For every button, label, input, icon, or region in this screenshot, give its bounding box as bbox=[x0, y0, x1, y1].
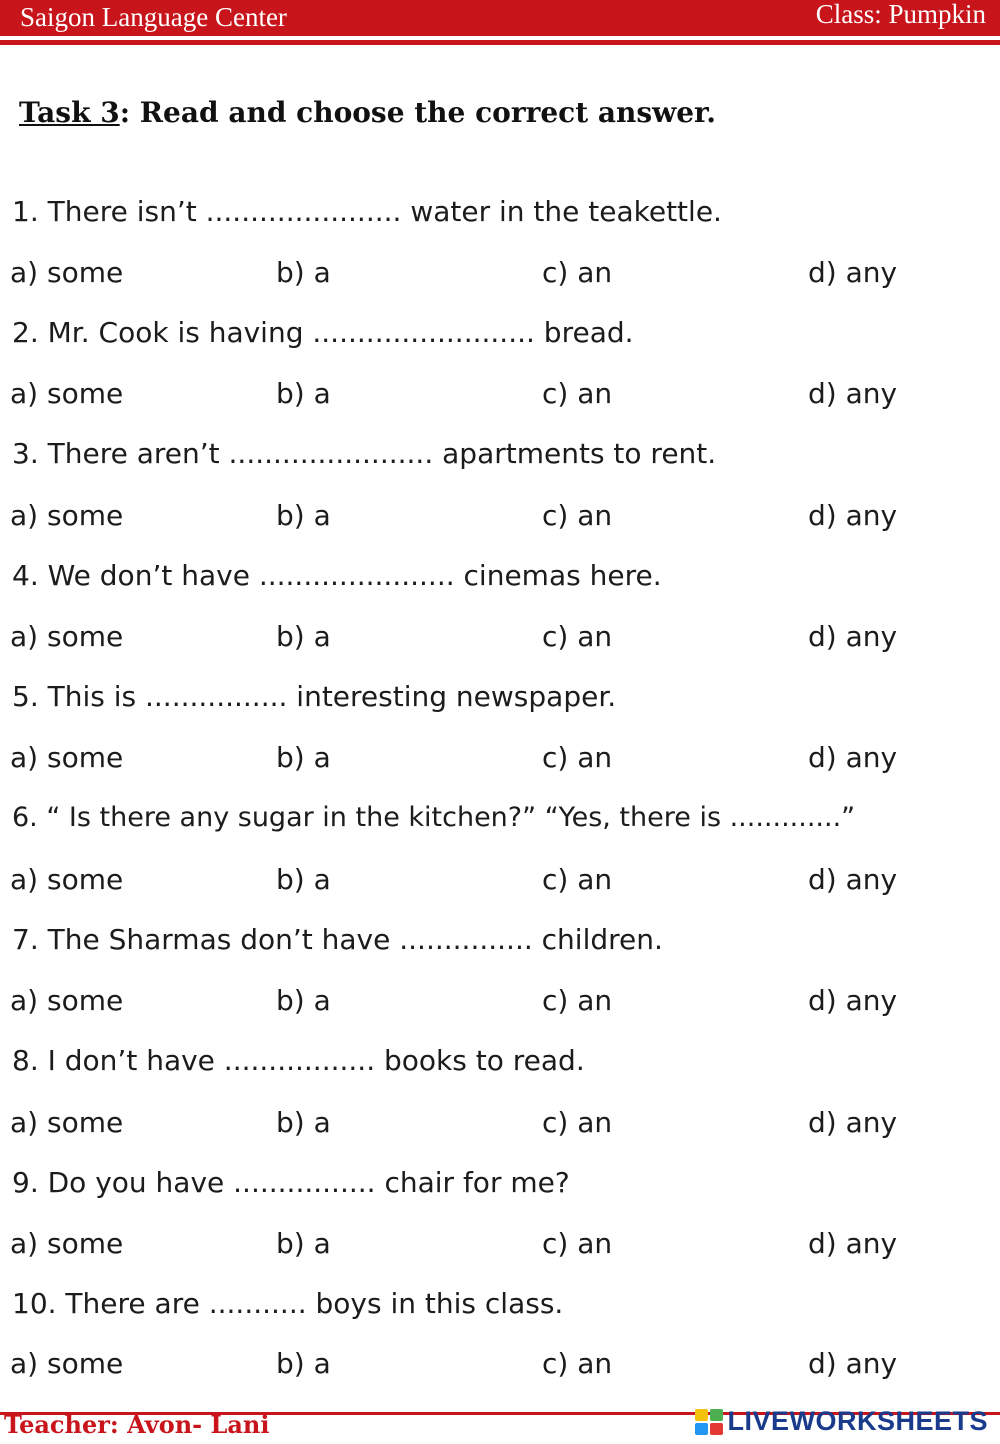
question-2: 2. Mr. Cook is having ......................... bread. bbox=[12, 316, 634, 349]
option-b[interactable]: b) a bbox=[276, 863, 331, 896]
option-a[interactable]: a) some bbox=[10, 1347, 124, 1380]
option-c[interactable]: c) an bbox=[542, 1227, 613, 1260]
liveworksheets-brand[interactable] bbox=[695, 1406, 988, 1437]
teacher-name: Teacher: Avon- Lani bbox=[4, 1410, 270, 1439]
option-d[interactable]: d) any bbox=[808, 863, 898, 896]
option-b[interactable]: b) a bbox=[276, 377, 331, 410]
option-c[interactable]: c) an bbox=[542, 741, 613, 774]
option-a[interactable]: a) some bbox=[10, 984, 124, 1017]
option-c[interactable]: c) an bbox=[542, 984, 613, 1017]
option-b[interactable]: b) a bbox=[276, 1227, 331, 1260]
option-b[interactable]: b) a bbox=[276, 1347, 331, 1380]
option-a[interactable]: a) some bbox=[10, 1227, 124, 1260]
class-name: Class: Pumpkin bbox=[815, 0, 986, 29]
question-9-options bbox=[0, 1227, 1000, 1263]
option-c[interactable]: c) an bbox=[542, 620, 613, 653]
question-5-options bbox=[0, 741, 1000, 777]
task-heading bbox=[19, 96, 716, 129]
option-a[interactable]: a) some bbox=[10, 256, 124, 289]
question-2-options bbox=[0, 377, 1000, 413]
option-d[interactable]: d) any bbox=[808, 256, 898, 289]
option-b[interactable]: b) a bbox=[276, 499, 331, 532]
header-bar bbox=[0, 0, 1000, 36]
question-4: 4. We don’t have ...................... cinemas here. bbox=[12, 559, 662, 592]
option-b[interactable]: b) a bbox=[276, 1106, 331, 1139]
option-d[interactable]: d) any bbox=[808, 499, 898, 532]
option-d[interactable]: d) any bbox=[808, 620, 898, 653]
option-c[interactable]: c) an bbox=[542, 377, 613, 410]
question-3: 3. There aren’t ....................... apartments to rent. bbox=[12, 437, 717, 470]
question-10-options bbox=[0, 1347, 1000, 1383]
question-5: 5. This is ................ interesting newspaper. bbox=[12, 680, 617, 713]
option-d[interactable]: d) any bbox=[808, 741, 898, 774]
question-9: 9. Do you have ................ chair for me? bbox=[12, 1166, 570, 1199]
question-8: 8. I don’t have ................. books to read. bbox=[12, 1044, 585, 1077]
option-a[interactable]: a) some bbox=[10, 377, 124, 410]
option-d[interactable]: d) any bbox=[808, 377, 898, 410]
option-a[interactable]: a) some bbox=[10, 863, 124, 896]
brand-name: LIVEWORKSHEETS bbox=[727, 1406, 988, 1436]
question-1-options bbox=[0, 256, 1000, 292]
option-d[interactable]: d) any bbox=[808, 1347, 898, 1380]
liveworksheets-logo-icon bbox=[695, 1409, 723, 1435]
question-3-options bbox=[0, 499, 1000, 535]
option-c[interactable]: c) an bbox=[542, 863, 613, 896]
school-name: Saigon Language Center bbox=[20, 2, 287, 32]
option-c[interactable]: c) an bbox=[542, 256, 613, 289]
question-10: 10. There are ........... boys in this class. bbox=[12, 1287, 564, 1320]
option-b[interactable]: b) a bbox=[276, 984, 331, 1017]
question-1: 1. There isn’t ...................... water in the teakettle. bbox=[12, 195, 722, 228]
option-a[interactable]: a) some bbox=[10, 1106, 124, 1139]
question-8-options bbox=[0, 1106, 1000, 1142]
option-b[interactable]: b) a bbox=[276, 256, 331, 289]
option-a[interactable]: a) some bbox=[10, 499, 124, 532]
task-instruction: : Read and choose the correct answer. bbox=[119, 96, 716, 129]
option-c[interactable]: c) an bbox=[542, 499, 613, 532]
question-7-options bbox=[0, 984, 1000, 1020]
question-6-options bbox=[0, 863, 1000, 899]
header-divider bbox=[0, 40, 1000, 45]
question-7: 7. The Sharmas don’t have ............... children. bbox=[12, 923, 663, 956]
option-d[interactable]: d) any bbox=[808, 1227, 898, 1260]
option-b[interactable]: b) a bbox=[276, 620, 331, 653]
option-c[interactable]: c) an bbox=[542, 1347, 613, 1380]
question-4-options bbox=[0, 620, 1000, 656]
option-a[interactable]: a) some bbox=[10, 741, 124, 774]
task-label: Task 3 bbox=[19, 96, 120, 129]
option-a[interactable]: a) some bbox=[10, 620, 124, 653]
question-6: 6. “ Is there any sugar in the kitchen?” “Yes, there is .............” bbox=[12, 802, 856, 833]
option-c[interactable]: c) an bbox=[542, 1106, 613, 1139]
option-d[interactable]: d) any bbox=[808, 1106, 898, 1139]
option-d[interactable]: d) any bbox=[808, 984, 898, 1017]
option-b[interactable]: b) a bbox=[276, 741, 331, 774]
